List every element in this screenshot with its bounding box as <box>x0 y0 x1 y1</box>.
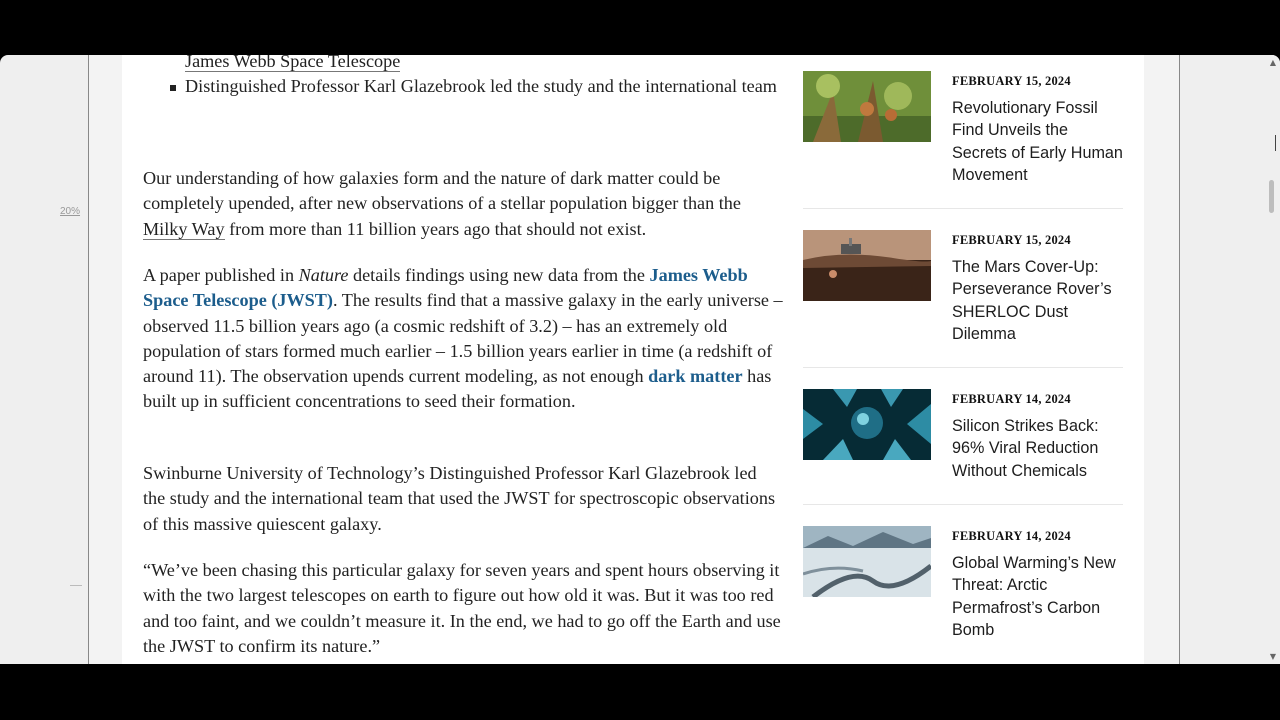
bullet-text: Distinguished Professor Karl Glazebrook led the study and the international team <box>185 76 777 96</box>
zoom-indicator: 20% <box>60 206 81 217</box>
dark-matter-link[interactable]: dark matter <box>648 366 743 387</box>
milky-way-link[interactable]: Milky Way <box>143 218 225 239</box>
article-date: FEBRUARY 15, 2024 <box>952 233 1071 247</box>
scroll-up-icon[interactable]: ▲ <box>1269 58 1277 67</box>
article-date: FEBRUARY 14, 2024 <box>952 529 1071 543</box>
text-span: . The results find that a massive galaxy in the early universe – observed 11.5 billion years ago (a cosmic redshift of 3.2) – has an extremely old population of stars formed much earlier – 1.5 billion years earlier in time (a redshift of around 11). The observation upends current modeling, as not enough <box>143 290 783 387</box>
text-span: from more than 11 billion years ago that should not exist. <box>224 218 647 239</box>
scroll-thumb[interactable] <box>1269 180 1274 213</box>
text-span: details findings using new data from the <box>348 265 650 285</box>
mars-rover-thumbnail[interactable] <box>803 230 931 301</box>
margin-rule <box>70 585 82 586</box>
article-title[interactable]: Silicon Strikes Back: 96% Viral Reduction Without Chemicals <box>952 417 1099 480</box>
paragraph-3: Swinburne University of Technology’s Distinguished Professor Karl Glazebrook led the study and the international team that used the JWST for spectroscopic observations of this massive quiescent galaxy. <box>143 463 776 534</box>
key-points-list <box>165 55 785 99</box>
text-span: has built up in sufficient concentrations to seed their formation. <box>143 366 772 412</box>
bullet-item <box>165 74 785 99</box>
virus-thumbnail[interactable] <box>803 389 931 460</box>
browser-viewport <box>0 55 1280 664</box>
paragraph-2 <box>143 263 783 415</box>
mouse-cursor-icon <box>1275 135 1280 151</box>
nature-journal-name: Nature <box>298 265 349 285</box>
divider <box>803 367 1123 368</box>
fossil-thumbnail[interactable] <box>803 71 931 142</box>
article-title[interactable]: The Mars Cover-Up: Perseverance Rover’s SHERLOC Dust Dilemma <box>952 258 1112 343</box>
article-date: FEBRUARY 15, 2024 <box>952 74 1071 88</box>
permafrost-thumbnail[interactable] <box>803 526 931 597</box>
jwst-link-bold[interactable]: James Webb Space Telescope (JWST) <box>143 265 748 311</box>
article-title[interactable]: Global Warming’s New Threat: Arctic Permafrost’s Carbon Bomb <box>952 554 1116 639</box>
jwst-link[interactable]: James Webb Space Telescope <box>185 55 400 72</box>
paragraph-1 <box>143 166 783 242</box>
divider <box>803 504 1123 505</box>
article-title[interactable]: Revolutionary Fossil Find Unveils the Secrets of Early Human Movement <box>952 99 1123 184</box>
paragraph-4: “We’ve been chasing this particular galaxy for seven years and spent hours observing it with the two largest telescopes on earth to figure out how old it was. But it was too red and too faint, and we couldn’t measure it. In the end, we had to go off the Earth and use the JWST to confirm its nature.” <box>143 560 781 656</box>
scroll-down-icon[interactable]: ▼ <box>1269 652 1277 661</box>
bullet-continuation <box>165 55 785 74</box>
text-span: A paper published in <box>143 265 299 285</box>
text-span: Our understanding of how galaxies form and the nature of dark matter could be completely upended, after new observations of a stellar population bigger than the <box>143 168 741 214</box>
divider <box>803 208 1123 209</box>
article-date: FEBRUARY 14, 2024 <box>952 392 1071 406</box>
